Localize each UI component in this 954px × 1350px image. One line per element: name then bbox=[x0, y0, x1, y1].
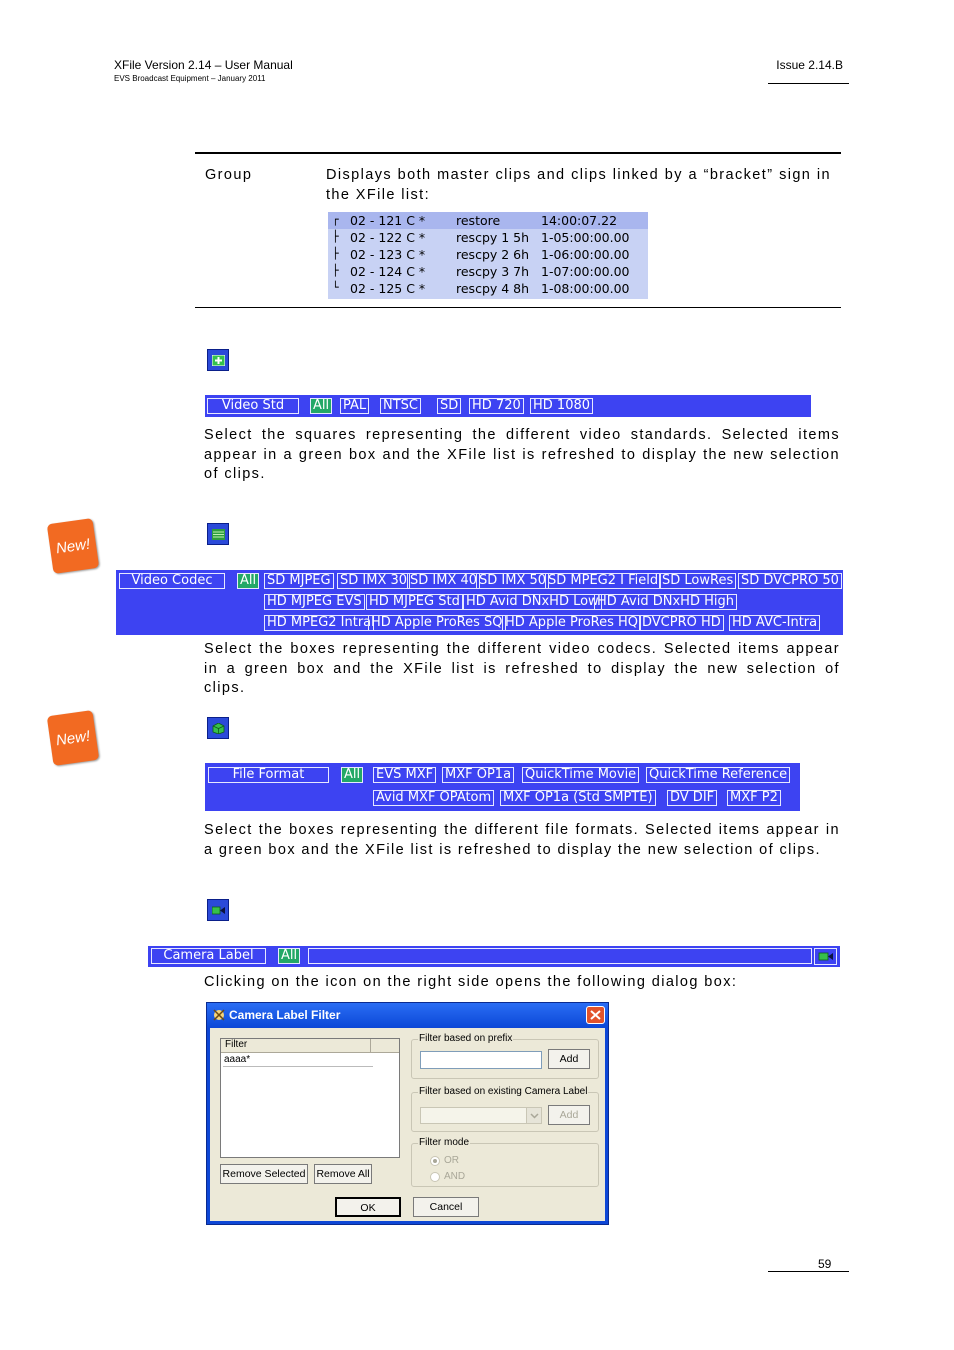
camera-label-icon bbox=[207, 899, 229, 921]
camera-label-bar bbox=[148, 946, 840, 967]
format-avid-opatom[interactable]: Avid MXF OPAtom bbox=[373, 790, 494, 806]
existing-label-group: Filter based on existing Camera Label Add bbox=[411, 1092, 599, 1132]
camera-label-filter-button[interactable] bbox=[814, 948, 837, 965]
prefix-input[interactable] bbox=[420, 1051, 542, 1069]
camera-label-text: Clicking on the icon on the right side opens the following dialog box: bbox=[204, 974, 738, 990]
bracket-icon: ├ bbox=[332, 264, 339, 277]
video-codec-bar bbox=[116, 570, 843, 635]
close-button[interactable] bbox=[586, 1006, 605, 1024]
dialog-body bbox=[210, 1028, 605, 1221]
filter-mode-group: Filter mode OR AND bbox=[411, 1143, 599, 1187]
clip-row: └ 02 - 125 C * rescpy 4 8h 1-08:00:00.00 bbox=[332, 281, 630, 296]
video-std-bar bbox=[205, 395, 811, 417]
codec-sd-mjpeg[interactable]: SD MJPEG bbox=[264, 573, 334, 589]
list-header[interactable]: Filter bbox=[221, 1039, 371, 1053]
app-icon bbox=[212, 1008, 226, 1022]
add-prefix-button[interactable]: Add bbox=[548, 1049, 590, 1069]
format-all[interactable]: All bbox=[341, 767, 363, 783]
list-item[interactable]: aaaa* bbox=[223, 1054, 373, 1067]
video-std-pal[interactable]: PAL bbox=[340, 398, 369, 414]
video-codec-text: Select the boxes representing the different video codecs. Selected items appear in a green box and the XFile list is refreshed to display the new selection of clips. bbox=[204, 641, 840, 696]
format-qt-movie[interactable]: QuickTime Movie bbox=[522, 767, 639, 783]
codec-sd-lowres[interactable]: SD LowRes bbox=[659, 573, 736, 589]
codec-hd-prores-sq[interactable]: HD Apple ProRes SQ bbox=[368, 615, 506, 631]
camera-label-field[interactable] bbox=[308, 948, 812, 964]
list-header-spacer bbox=[371, 1039, 399, 1053]
chevron-down-icon bbox=[527, 1108, 542, 1123]
clip-row: ├ 02 - 124 C * rescpy 3 7h 1-07:00:00.00 bbox=[332, 264, 630, 279]
bracket-icon: └ bbox=[332, 281, 339, 294]
video-std-hd720[interactable]: HD 720 bbox=[469, 398, 524, 414]
file-format-bar bbox=[205, 763, 800, 811]
video-std-text: Select the squares representing the different video standards. Selected items appear in a green box and the XFile list is refreshed to display the new selection of clips. bbox=[204, 427, 840, 482]
new-badge: New! bbox=[47, 710, 100, 766]
group-table bbox=[195, 152, 841, 308]
codec-hd-avc-intra[interactable]: HD AVC-Intra bbox=[729, 615, 820, 631]
bracket-icon: ├ bbox=[332, 247, 339, 260]
radio-icon bbox=[430, 1156, 440, 1166]
bracket-icon: ┌ bbox=[332, 213, 339, 226]
clip-row: ├ 02 - 123 C * rescpy 2 6h 1-06:00:00.00 bbox=[332, 247, 630, 262]
codec-dvcpro-hd[interactable]: DVCPRO HD bbox=[639, 615, 724, 631]
clip-row: ├ 02 - 122 C * rescpy 1 5h 1-05:00:00.00 bbox=[332, 230, 630, 245]
file-format-label: File Format bbox=[208, 767, 329, 783]
radio-icon bbox=[430, 1172, 440, 1182]
filter-list[interactable] bbox=[220, 1038, 400, 1158]
video-codec-icon bbox=[207, 523, 229, 545]
codec-all[interactable]: All bbox=[237, 573, 259, 589]
new-badge: New! bbox=[47, 518, 100, 574]
video-std-icon bbox=[207, 349, 229, 371]
video-std-all[interactable]: All bbox=[310, 398, 332, 414]
dropdown-button[interactable] bbox=[526, 1108, 541, 1123]
codec-hd-dnxhd-high[interactable]: HD Avid DNxHD High bbox=[594, 594, 737, 610]
camera-label-select[interactable] bbox=[420, 1107, 542, 1124]
format-mxf-p2[interactable]: MXF P2 bbox=[727, 790, 781, 806]
format-qt-reference[interactable]: QuickTime Reference bbox=[646, 767, 790, 783]
footer-rule bbox=[768, 1271, 849, 1272]
prefix-group: Filter based on prefix Add bbox=[411, 1039, 599, 1079]
codec-hd-prores-hq[interactable]: HD Apple ProRes HQ bbox=[502, 615, 641, 631]
camera-label-label: Camera Label bbox=[151, 948, 266, 964]
codec-hd-mpeg2-intra[interactable]: HD MPEG2 Intra bbox=[264, 615, 374, 631]
ok-button[interactable]: OK bbox=[335, 1197, 401, 1217]
video-std-label: Video Std bbox=[207, 398, 299, 414]
codec-hd-dnxhd-low[interactable]: HD Avid DNxHD Low bbox=[463, 594, 602, 610]
codec-hd-mjpeg-std[interactable]: HD MJPEG Std bbox=[366, 594, 463, 610]
format-dv-dif[interactable]: DV DIF bbox=[667, 790, 717, 806]
mode-or-radio[interactable]: OR bbox=[430, 1155, 459, 1166]
codec-sd-imx40[interactable]: SD IMX 40 bbox=[407, 573, 480, 589]
video-std-ntsc[interactable]: NTSC bbox=[380, 398, 421, 414]
remove-selected-button[interactable]: Remove Selected bbox=[220, 1164, 308, 1184]
camera-label-all[interactable]: All bbox=[278, 948, 300, 964]
page-number: 59 bbox=[818, 1257, 832, 1271]
format-mxf-op1a-smpte[interactable]: MXF OP1a (Std SMPTE) bbox=[500, 790, 656, 806]
dialog-titlebar bbox=[207, 1003, 608, 1027]
video-codec-label: Video Codec bbox=[119, 573, 225, 589]
video-std-hd1080[interactable]: HD 1080 bbox=[530, 398, 593, 414]
file-format-text: Select the boxes representing the different file formats. Selected items appear in a green box and the XFile list is refreshed to display the new selection of clips. bbox=[204, 822, 840, 858]
codec-sd-imx30[interactable]: SD IMX 30 bbox=[337, 573, 410, 589]
remove-all-button[interactable]: Remove All bbox=[314, 1164, 372, 1184]
group-label: Group bbox=[205, 167, 253, 183]
clip-row: ┌ 02 - 121 C * restore 14:00:07.22 bbox=[328, 212, 648, 229]
file-format-icon bbox=[207, 717, 229, 739]
codec-sd-imx50[interactable]: SD IMX 50 bbox=[476, 573, 549, 589]
camera-filter-icon bbox=[818, 951, 834, 962]
cancel-button[interactable]: Cancel bbox=[413, 1197, 479, 1217]
clip-list bbox=[328, 212, 648, 299]
mode-and-radio[interactable]: AND bbox=[430, 1171, 465, 1182]
add-existing-button[interactable]: Add bbox=[548, 1105, 590, 1125]
codec-sd-dvcpro50[interactable]: SD DVCPRO 50 bbox=[738, 573, 842, 589]
bracket-icon: ├ bbox=[332, 230, 339, 243]
group-description: Displays both master clips and clips linked by a “bracket” sign in the XFile list: bbox=[326, 167, 831, 203]
codec-sd-mpeg2[interactable]: SD MPEG2 I Field bbox=[545, 573, 661, 589]
issue-label: Issue 2.14.B bbox=[776, 58, 843, 72]
doc-subtitle: EVS Broadcast Equipment – January 2011 bbox=[114, 74, 266, 83]
header-rule bbox=[768, 83, 849, 84]
doc-title: XFile Version 2.14 – User Manual bbox=[114, 58, 293, 72]
video-std-sd[interactable]: SD bbox=[437, 398, 461, 414]
format-evs-mxf[interactable]: EVS MXF bbox=[373, 767, 436, 783]
dialog-title: Camera Label Filter bbox=[229, 1008, 341, 1022]
close-icon bbox=[587, 1007, 604, 1023]
codec-hd-mjpeg-evs[interactable]: HD MJPEG EVS bbox=[264, 594, 365, 610]
format-mxf-op1a[interactable]: MXF OP1a bbox=[442, 767, 514, 783]
camera-label-filter-dialog bbox=[206, 1002, 609, 1225]
